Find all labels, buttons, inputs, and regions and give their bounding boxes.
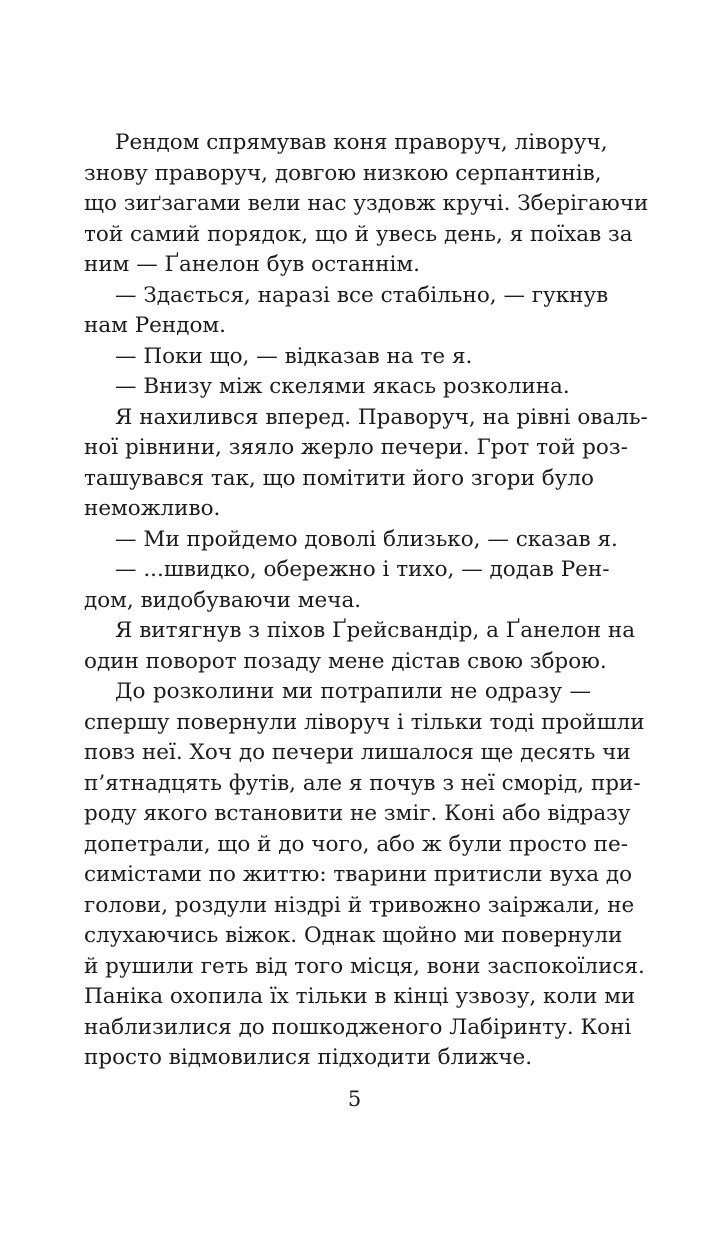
text-line: ної рівнини, зяяло жерло печери. Грот той роз-: [84, 435, 628, 460]
text-line: слухаючись віжок. Однак щойно ми повернули: [84, 923, 623, 948]
text-line: ним — Ґанелон був останнім.: [84, 252, 420, 277]
text-line: — Поки що, — відказав на те я.: [115, 343, 473, 369]
text-line: й рушили геть від того місця, вони заспокоїлися.: [84, 953, 645, 979]
text-line: що зиґзагами вели нас уздовж кручі. Зберігаючи: [84, 191, 649, 216]
text-line: — ...швидко, обережно і тихо, — додав Рен-: [115, 557, 610, 582]
text-line: голови, роздули ніздрі й тривожно заіржали, не: [84, 892, 635, 918]
text-line: — Здається, наразі все стабільно, — гукнув: [115, 282, 609, 308]
text-line: Я нахилився вперед. Праворуч, на рівні оваль-: [115, 404, 648, 430]
text-line: той самий порядок, що й увесь день, я поїхав за: [84, 221, 633, 247]
text-line: неможливо.: [84, 496, 221, 521]
text-line: один поворот позаду мене дістав свою зброю.: [84, 648, 607, 674]
text-line: Рендом спрямував коня праворуч, ліворуч,: [115, 130, 608, 155]
text-line: симістами по життю: тварини притисли вуха до: [84, 862, 633, 887]
text-line: дом, видобуваючи меча.: [84, 587, 362, 613]
text-line: — Ми пройдемо доволі близько, — сказав я.: [115, 526, 618, 552]
text-line: допетрали, що й до чого, або ж були просто пе-: [84, 831, 628, 857]
text-line: знову праворуч, довгою низкою серпантинів,: [84, 160, 602, 186]
text-line: ташувався так, що помітити його згори було: [84, 465, 594, 491]
text-line: Я витягнув з піхов Ґрейсвандір, а Ґанелон на: [115, 618, 636, 643]
text-line: п’ятнадцять футів, але я почув з неї сморід, при-: [84, 770, 641, 796]
text-line: повз неї. Хоч до печери лишалося ще десять чи: [84, 740, 631, 765]
text-line: спершу повернули ліворуч і тільки тоді пройшли: [84, 709, 645, 735]
text-line: просто відмовилися підходити ближче.: [84, 1045, 533, 1070]
text-line: роду якого встановити не зміг. Коні або відразу: [84, 801, 631, 826]
page-number: 5: [347, 1087, 362, 1111]
text-line: — Внизу між скелями якась розколина.: [115, 374, 570, 399]
text-line: нам Рендом.: [84, 313, 226, 338]
page-text: [84, 128, 649, 1074]
text-line: До розколини ми потрапили не одразу —: [115, 679, 591, 704]
text-line: Паніка охопила їх тільки в кінці узвозу, коли ми: [84, 984, 636, 1009]
text-line: наблизилися до пошкодженого Лабіринту. Коні: [84, 1014, 632, 1040]
